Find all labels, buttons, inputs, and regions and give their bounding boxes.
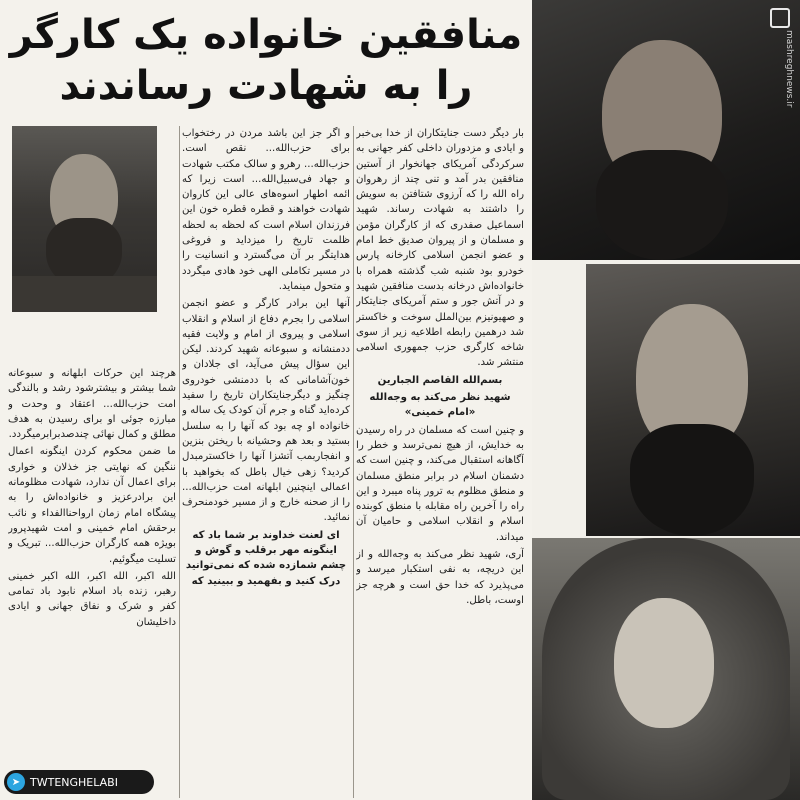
watermark-logo-icon (770, 8, 790, 28)
portrait-photo-3 (532, 538, 800, 800)
paragraph: و اگر جز این باشد مردن در رختخواب برای حزب‌الله... نقص است. حزب‌الله... رهرو و سالک مکتب شهادت و جهاد فی‌سبیل‌الله... است زیرا که ائمه اطهار اسوه‌های عالی این کاروان شهادت خواهند و قطره قطره خون این فرزندان اسلام است که لحظه به لحظه ظلمت تاریخ را میزداید و فروغی هدایتگر بر آن می‌گسترد و انسانیت را در مسیر تکاملی الهی خود هادی میگردد و متحول مینماید. (182, 128, 350, 292)
article-column-middle (182, 126, 350, 798)
article-column-left (8, 366, 176, 798)
paragraph: ای لعنت خداوند بر شما باد که اینگونه مهر برقلب و گوش و چشم شمازده شده که نمی‌توانید درک کنید و بفهمید و ببینید که (185, 529, 347, 587)
paragraph: و چنین است که مسلمان در راه رسیدن به خدایش، از هیچ نمی‌ترسد و خطر را آگاهانه استقبال می‌کند، و چنین است که دشمنان اسلام در برابر منطق مسلمان و منطق مظلوم به ترور پناه میبرد و این راه را آخرین راه مقابله با منطق کوبنده اسلام و انقلاب اسلامی و حامیان آن میداند. (356, 424, 524, 543)
paragraph: ما ضمن محکوم کردن اینگونه اعمال ننگین که نهایتی جز خذلان و خواری برای اعمال آن ندارد، شهادت مظلومانه این برادرعزیز و خانواده‌اش را به پیشگاه امام زمان ارواحنا‌الفداء و نائب برحقش امام خمینی و امت شهیدپرور بویژه همه کارگران حزب‌الله... تبریک و تسلیت میگوئیم. (8, 446, 176, 565)
paragraph: الله اکبر، الله اکبر، الله اکبر خمینی رهبر، زنده باد اسلام نابود باد تمامی کفر و شرک و نفاق جهانی و ایادی داخلیشان (8, 570, 176, 628)
paragraph: آنها این برادر کارگر و عضو انجمن اسلامی را بجرم دفاع از اسلام و انقلاب اسلامی و پیروی از امام و ولایت فقیه ددمنشانه و سبوعانه شهید کردند. لیکن این سؤال پیش می‌آید، ای جلادان و خون‌آشامانی که با ددمنشی خودروی چنگیز و دیگرجنایتکاران تاریخ را سفید کرده‌اید گناه و جرم آن کودک یک ساله و خانواده او چه بود که آنها را به سلسل بستید و بعد هم وحشیانه با ریختن بنزین و انفجاربمب آتشزا آنها را خاکسترمبدل کردید؟ زهی خیال باطل که بخواهید با اعمالی اینچنین ابلهانه امت حزب‌الله... را از صحنه خارج و از مسیر خودمنحرف نمائید. (182, 298, 350, 524)
headline-line-2: را به شهادت رساندند (59, 63, 473, 109)
article-column-right (356, 126, 524, 798)
telegram-icon: ➤ (7, 773, 25, 791)
inline-portrait-photo (12, 126, 157, 312)
headline-line-1: منافقین خانواده یک کارگر (9, 12, 523, 58)
paragraph: آری، شهید نظر می‌کند به وجه‌الله و از این دریچه، به نفی استکبار میرسد و می‌پذیرد که خدا حق است و هرچه جز اوست، باطل. (356, 549, 524, 606)
paragraph: هرچند این حرکات ابلهانه و سبوعانه شما بیشتر و بیشترشود رشد و بالندگی امت حزب‌الله... اعتقاد و وحدت و مبارزه جوئی او برای رسیدن به هدف مطلق و کمال نهائی چندصدبرابرمیگردد. (8, 368, 176, 441)
subheading: بسم‌الله القاصم الجبارین (377, 374, 503, 386)
channel-handle: TWTENGHELABI (30, 775, 118, 789)
channel-credit-badge (4, 770, 154, 794)
portrait-photo-2 (586, 264, 800, 536)
watermark-text: mashreghnews.ir (784, 30, 794, 108)
quote: شهید نظر می‌کند به وجه‌الله «امام خمینی» (369, 392, 511, 419)
paragraph: بار دیگر دست جنایتکاران از خدا بی‌خبر و ایادی و مزدوران داخلی کفر جهانی به سرکردگی آمریکای جهانخوار از آستین منافقین بدر آمد و تنی چند از رهروان راه الله را که آرزوی شتافتن به سویش را داشتند به شهادت رساند. شهید اسماعیل صفدری که از کارگران مؤمن و مسلمان و از پیروان صدیق خط امام و عضو انجمن اسلامی کارخانه پارس خودرو بود شنبه شب گذشته همراه با خانواده‌اش درخانه بدست منافقین شهید و در آتش جور و ستم آمریکای جنایتکار و صهیونیزم بین‌الملل سوخت و خاکستر شد درهمین رابطه اطلاعیه زیر از سوی شاخه کارگری حزب جمهوری اسلامی منتشر شد. (356, 128, 524, 369)
portrait-photo-1 (532, 0, 800, 260)
